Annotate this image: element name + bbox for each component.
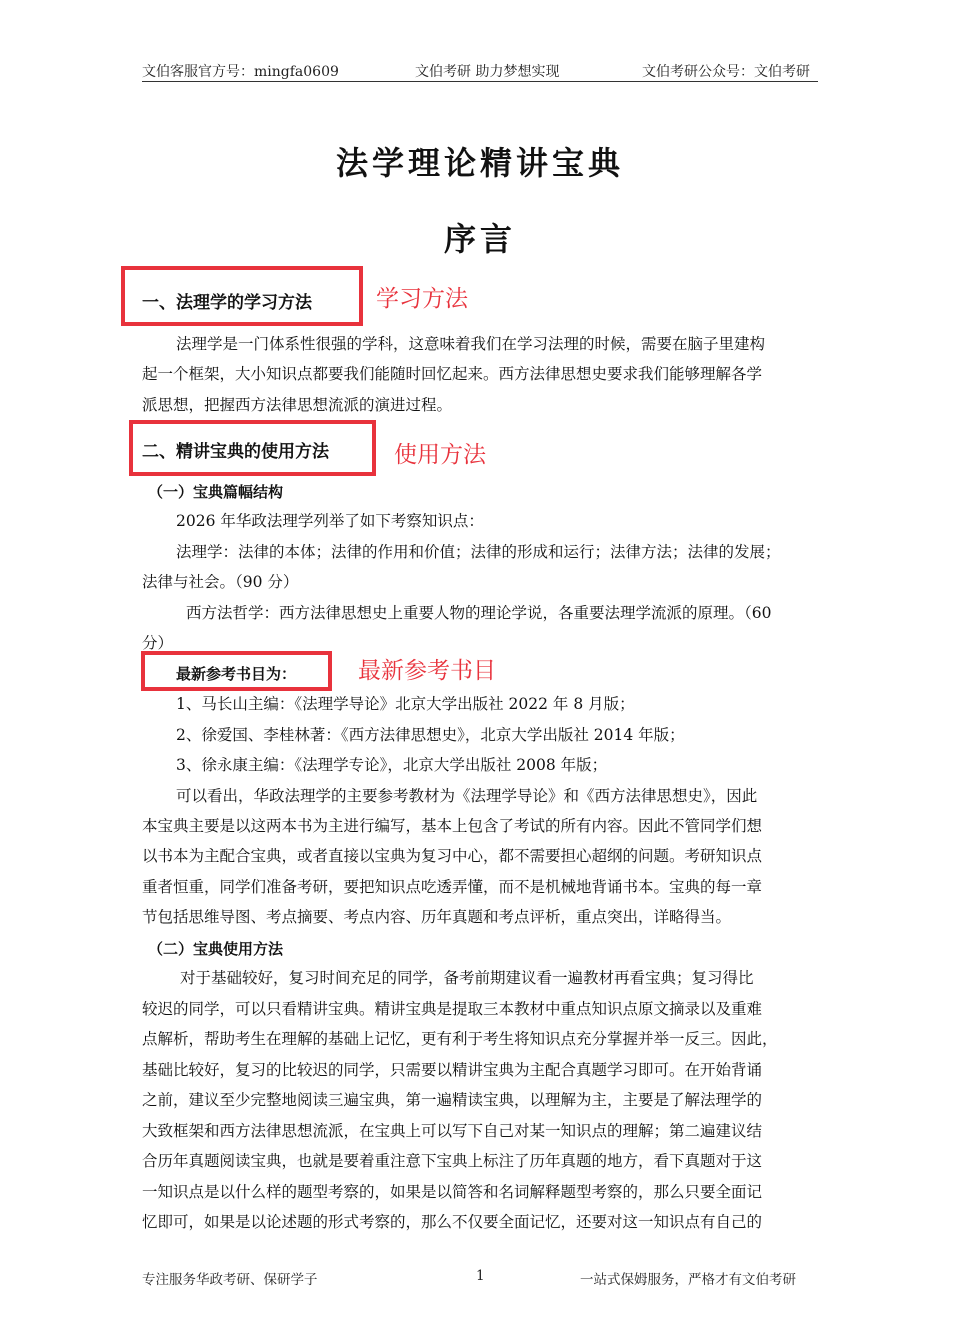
usage-line: 合历年真题阅读宝典，也就是要着重注意下宝典上标注了历年真题的地方，看下真题对于这: [142, 1152, 763, 1170]
structure-line: 西方法哲学：西方法律思想史上重要人物的理论学说，各重要法理学流派的原理。（60: [186, 604, 772, 622]
usage-line: 之前，建议至少完整地阅读三遍宝典，第一遍精读宝典，以理解为主，主要是了解法理学的: [142, 1091, 763, 1109]
page-number: 1: [476, 1268, 485, 1284]
paragraph-line: 以书本为主配合宝典，或者直接以宝典为复习中心，都不需要担心超纲的问题。考研知识点: [142, 847, 763, 865]
annotation-label-usage-method: 使用方法: [394, 442, 486, 468]
usage-line: 一知识点是以什么样的题型考察的，如果是以简答和名词解释题型考察的，那么只要全面记: [142, 1183, 763, 1201]
structure-line: 法理学：法律的本体；法律的作用和价值；法律的形成和运行；法律方法；法律的发展；: [176, 543, 781, 561]
header-left: 文伯客服官方号：mingfa0609: [142, 64, 339, 80]
footer-left: 专注服务华政考研、保研学子: [142, 1272, 318, 1288]
header-right: 文伯考研公众号：文伯考研: [642, 64, 810, 80]
usage-line: 对于基础较好，复习时间充足的同学，备考前期建议看一遍教材再看宝典；复习得比: [180, 969, 754, 987]
paragraph-line: 重者恒重，同学们准备考研，要把知识点吃透弄懂，而不是机械地背诵书本。宝典的每一章: [142, 878, 763, 896]
annotation-label-study-method: 学习方法: [376, 286, 468, 312]
reference-item: 2、徐爱国、李桂林著：《西方法律思想史》，北京大学出版社 2014 年版；: [176, 726, 685, 744]
usage-line: 基础比较好，复习的比较迟的同学，只需要以精讲宝典为主配合真题学习即可。在开始背诵: [142, 1061, 763, 1079]
usage-line: 忆即可，如果是以论述题的形式考察的，那么不仅要全面记忆，还要对这一知识点有自己的: [142, 1213, 763, 1231]
paragraph-line: 本宝典主要是以这两本书为主进行编写，基本上包含了考试的所有内容。因此不管同学们想: [142, 817, 763, 835]
references-heading: 最新参考书目为：: [176, 665, 297, 683]
paragraph-line: 可以看出，华政法理学的主要参考教材为《法理学导论》和《西方法律思想史》，因此: [176, 787, 758, 805]
header-center: 文伯考研 助力梦想实现: [415, 64, 560, 80]
section1-line: 派思想，把握西方法律思想流派的演进过程。: [142, 396, 453, 414]
paragraph-line: 节包括思维导图、考点摘要、考点内容、历年真题和考点评析，重点突出，详略得当。: [142, 908, 732, 926]
section2-heading: 二、精讲宝典的使用方法: [142, 442, 329, 462]
subsection-structure-heading: （一）宝典篇幅结构: [148, 483, 284, 501]
section1-heading: 一、法理学的学习方法: [142, 293, 312, 313]
annotation-label-references: 最新参考书目: [358, 658, 496, 684]
structure-line: 法律与社会。（90 分）: [142, 573, 299, 591]
structure-line: 2026 年华政法理学列举了如下考察知识点：: [176, 512, 484, 530]
structure-line: 分）: [142, 634, 174, 652]
reference-item: 3、徐永康主编：《法理学专论》，北京大学出版社 2008 年版；: [176, 756, 608, 774]
subsection-usage-heading: （二）宝典使用方法: [148, 940, 284, 958]
section1-line: 起一个框架，大小知识点都要我们能随时回忆起来。西方法律思想史要求我们能够理解各学: [142, 365, 763, 383]
usage-line: 点解析，帮助考生在理解的基础上记忆，更有利于考生将知识点充分掌握并举一反三。因此，: [142, 1030, 778, 1048]
document-subtitle: 序言: [443, 220, 516, 258]
usage-line: 较迟的同学，可以只看精讲宝典。精讲宝典是提取三本教材中重点知识点原文摘录以及重难: [142, 1000, 763, 1018]
header-divider: [142, 81, 818, 82]
document-title: 法学理论精讲宝典: [335, 144, 624, 182]
footer-right: 一站式保姆服务，严格才有文伯考研: [580, 1272, 796, 1288]
usage-line: 大致框架和西方法律思想流派，在宝典上可以写下自己对某一知识点的理解；第二遍建议结: [142, 1122, 763, 1140]
section1-line: 法理学是一门体系性很强的学科，这意味着我们在学习法理的时候，需要在脑子里建构: [176, 335, 766, 353]
reference-item: 1、马长山主编：《法理学导论》北京大学出版社 2022 年 8 月版；: [176, 695, 635, 713]
